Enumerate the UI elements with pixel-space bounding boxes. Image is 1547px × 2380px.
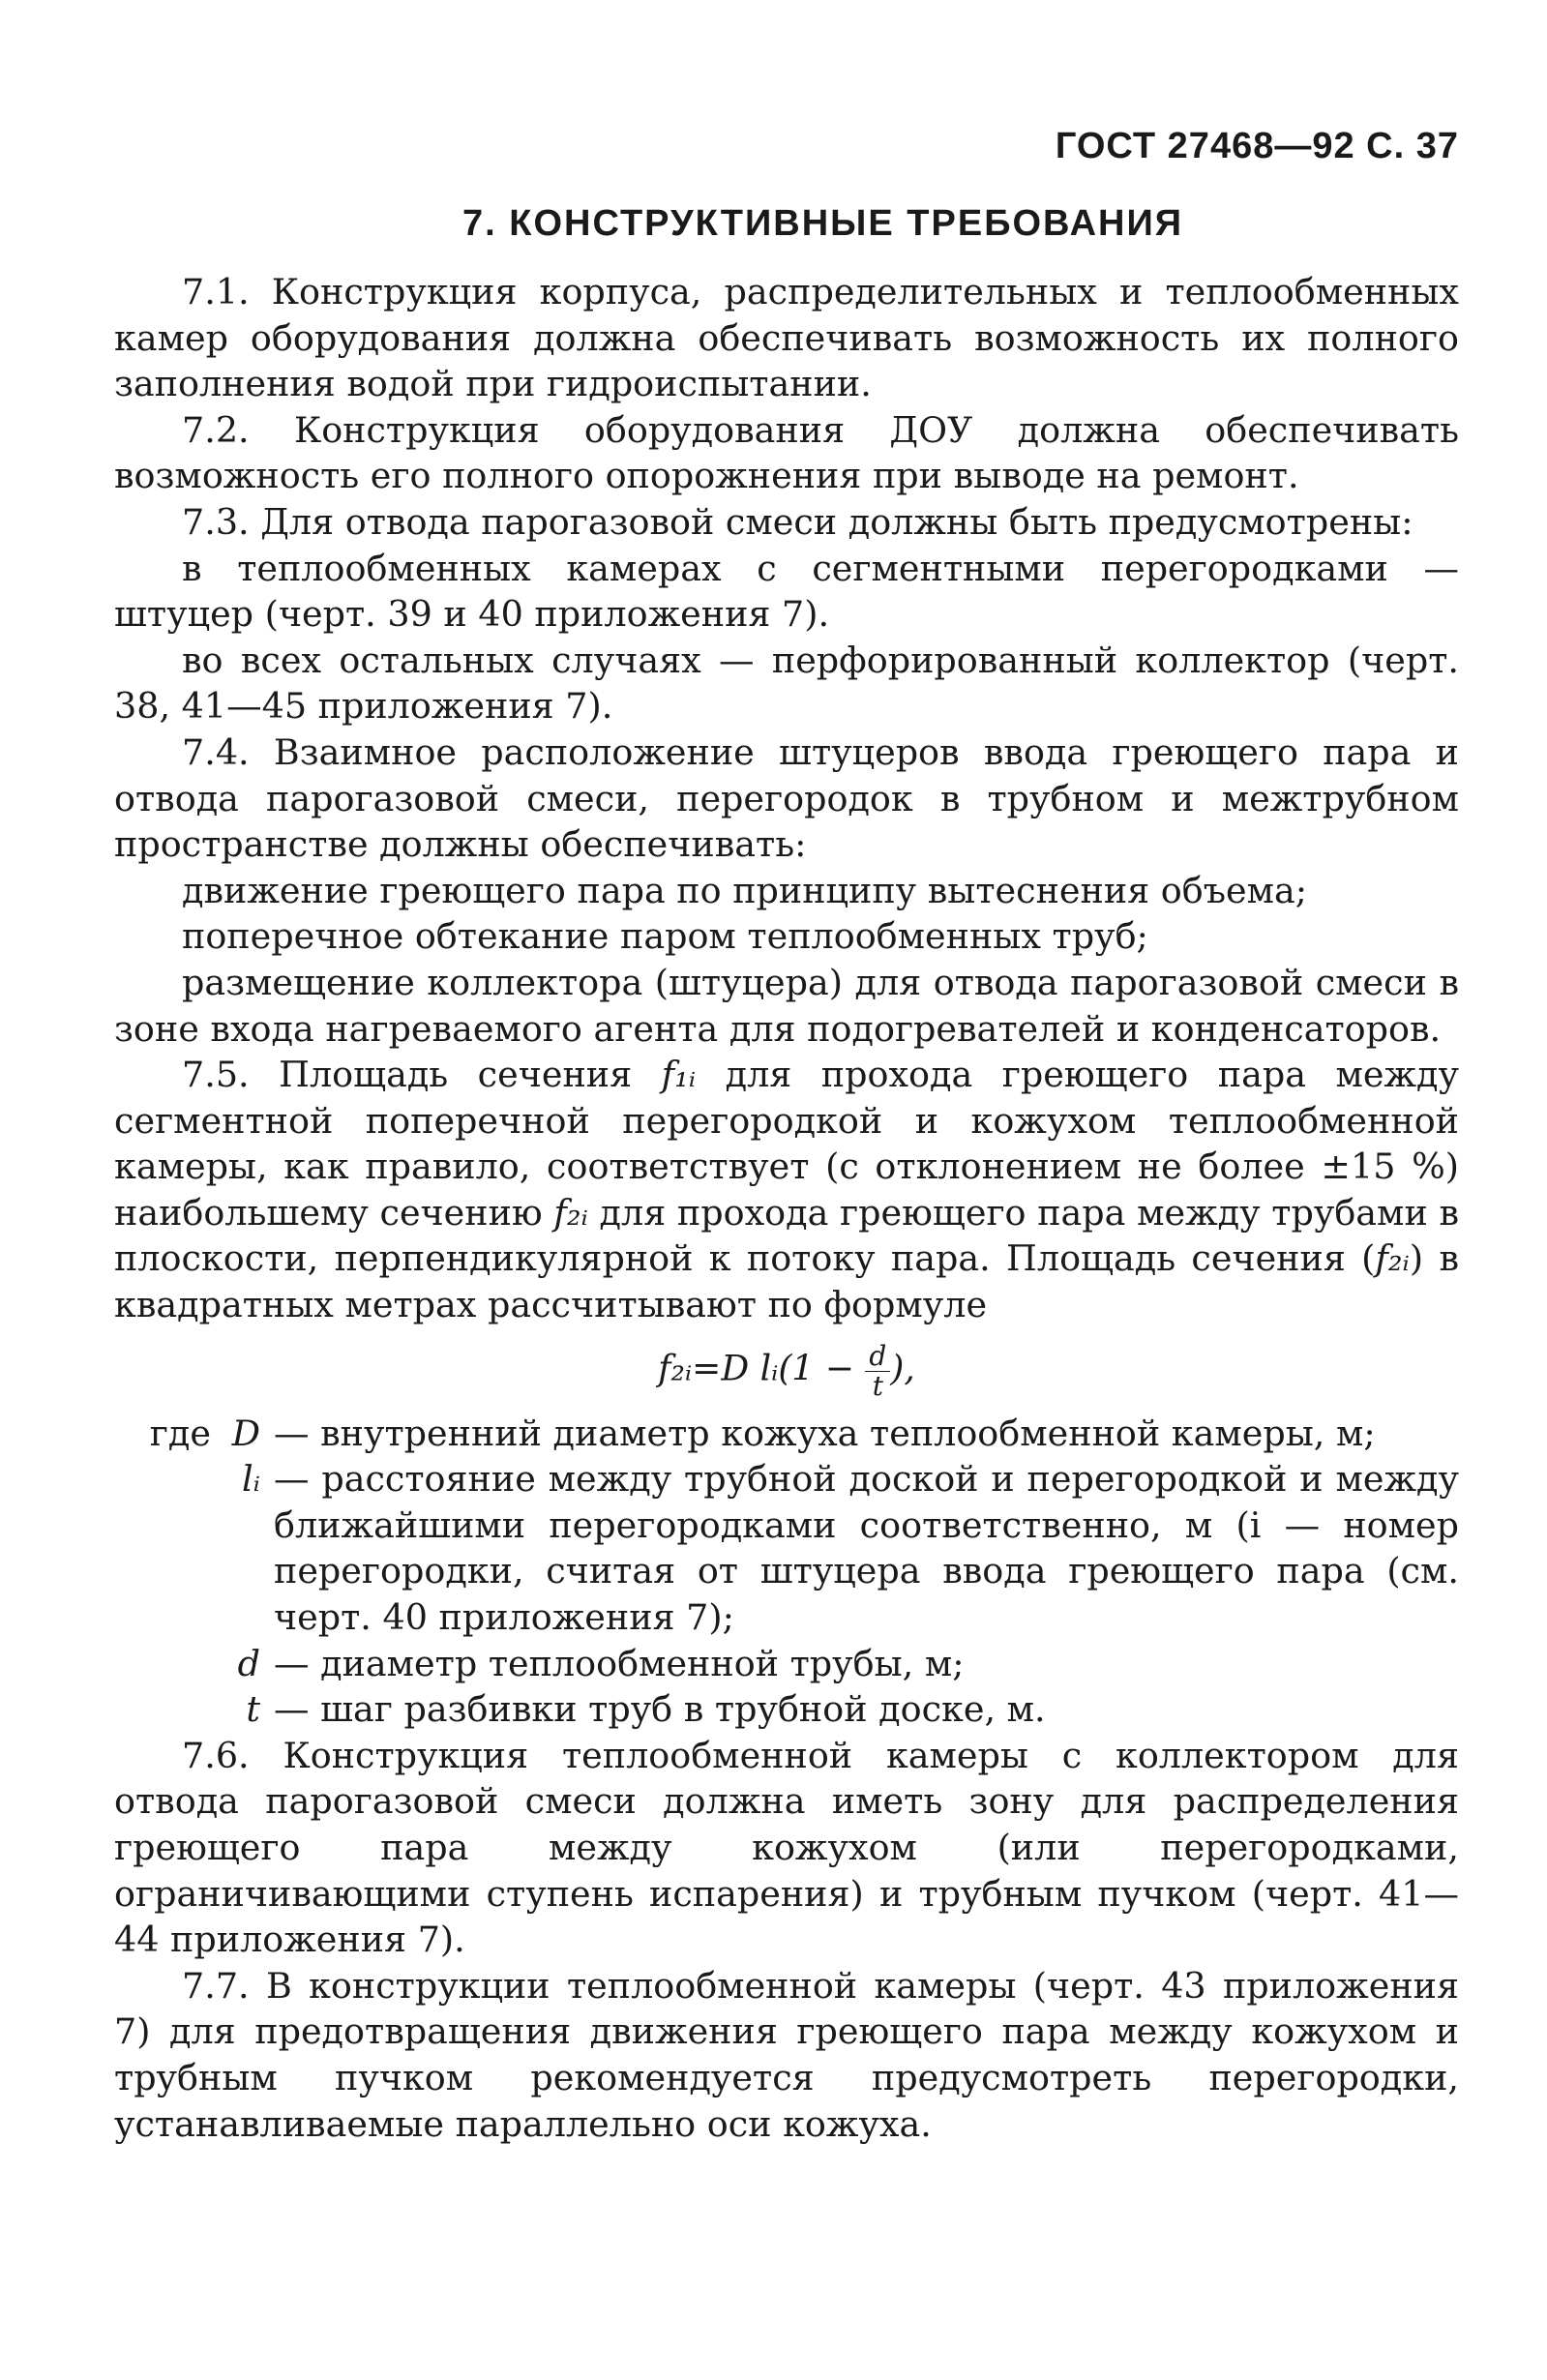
where-symbol: t — [246, 1688, 260, 1731]
p7-5-part-d: ) в квадратных метрах рассчитывают по формуле — [114, 1237, 1459, 1326]
where-item — [114, 1456, 1459, 1640]
formula — [114, 1328, 1459, 1411]
paragraph-7-4-item-a: движение греющего пара по принципу вытеснения объема; — [182, 869, 1308, 911]
p7-5-part-b: для прохода греющего пара между сегментной поперечной перегородкой и кожухом теплообменной камеры, как правило, соответствует (с отклонением не более ±15 %) наибольшему сечению — [114, 1054, 1459, 1234]
where-symbol: D — [231, 1412, 260, 1454]
p7-5-part-c: для прохода греющего пара между трубами в плоскости, перпендикулярной к потоку пара. Площадь сечения ( — [114, 1191, 1459, 1280]
document-page — [114, 0, 1459, 2380]
paragraph-7-4-item-c: размещение коллектора (штуцера) для отвода парогазовой смеси в зоне входа нагреваемого агента для подогревателей и конденсаторов. — [114, 961, 1459, 1050]
where-symbol: lᵢ — [241, 1458, 260, 1501]
formula-numerator: d — [865, 1342, 890, 1372]
paragraph-7-4-item-b: поперечное обтекание паром теплообменных труб; — [182, 915, 1148, 958]
where-definition: — шаг разбивки труб в трубной доске, м. — [274, 1688, 1046, 1731]
paragraph-7-6: 7.6. Конструкция теплообменной камеры с коллектором для отвода парогазовой смеси должна иметь зону для распределения греющего пара между кожухом (или перегородками, ограничивающими ступень испарения) и трубным пучком (черт. 41—44 приложения 7). — [114, 1734, 1459, 1961]
where-definition: — диаметр теплообменной трубы, м; — [274, 1642, 965, 1684]
where-lead: где — [149, 1412, 211, 1454]
formula-denominator: t — [872, 1369, 883, 1402]
symbol-f2i-paren: f₂ᵢ — [1375, 1237, 1410, 1280]
p7-5-part-a: 7.5. Площадь сечения — [182, 1054, 633, 1096]
paragraph-7-3-item-b: во всех остальных случаях — перфорированный коллектор (черт. 38, 41—45 приложения 7). — [114, 639, 1459, 728]
paragraph-7-3: 7.3. Для отвода парогазовой смеси должны быть предусмотрены: — [182, 500, 1413, 543]
document-body — [114, 269, 1459, 2147]
where-item — [114, 1411, 1459, 1457]
paragraph-7-1: 7.1. Конструкция корпуса, распределительных и теплообменных камер оборудования должна обеспечивать возможность их полного заполнения водой при гидроиспытании. — [114, 271, 1459, 405]
running-head: ГОСТ 27468—92 С. 37 — [1055, 126, 1459, 166]
paragraph-7-4: 7.4. Взаимное расположение штуцеров ввода греющего пара и отвода парогазовой смеси, перегородок в трубном и межтрубном пространстве должны обеспечивать: — [114, 730, 1459, 866]
paragraph-7-3-item-a: в теплообменных камерах с сегментными перегородками — штуцер (черт. 39 и 40 приложения 7). — [114, 547, 1459, 636]
where-definition: — внутренний диаметр кожуха теплообменной камеры, м; — [274, 1412, 1376, 1454]
where-item — [114, 1686, 1459, 1733]
where-definition: — расстояние между трубной доской и перегородкой и между ближайшими перегородками соответственно, м (i — номер перегородки, считая от штуцера ввода греющего пара (см. черт. 40 приложения 7); — [274, 1458, 1459, 1639]
paragraph-7-7: 7.7. В конструкции теплообменной камеры (черт. 43 приложения 7) для предотвращения движения греющего пара между кожухом и трубным пучком рекомендуется предусмотреть перегородки, устанавливаемые параллельно оси кожуха. — [114, 1964, 1459, 2145]
symbol-f2i: f₂ᵢ — [553, 1191, 588, 1234]
paragraph-7-5 — [114, 1052, 1459, 1328]
symbol-f1i: f₁ᵢ — [661, 1054, 697, 1096]
where-symbol: d — [237, 1642, 260, 1684]
where-item — [114, 1641, 1459, 1687]
formula-rhs: ), — [890, 1349, 915, 1389]
paragraph-7-2: 7.2. Конструкция оборудования ДОУ должна обеспечивать возможность его полного опорожнения при выводе на ремонт. — [114, 408, 1459, 497]
formula-lhs: f₂ᵢ=D lᵢ(1 − — [658, 1349, 854, 1389]
section-title: 7. КОНСТРУКТИВНЫЕ ТРЕБОВАНИЯ — [462, 203, 1184, 244]
formula-fraction — [865, 1339, 890, 1402]
